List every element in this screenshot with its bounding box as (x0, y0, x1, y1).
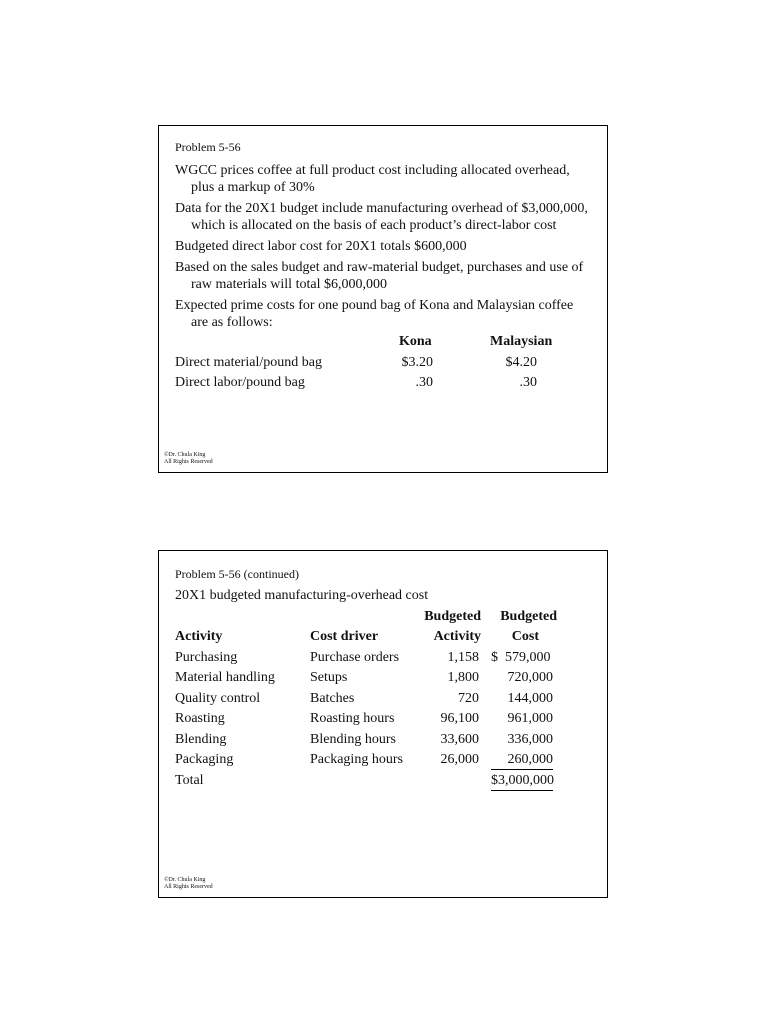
row-activity-packaging: Packaging (175, 752, 234, 767)
row-cost-quality-control: 144,000 (507, 691, 553, 706)
row-cost-roasting: 961,000 (507, 711, 553, 726)
row-cost-material-handling: 720,000 (507, 670, 553, 685)
header-budgeted-activity: Activity (433, 629, 481, 644)
header-budgeted-cost: Cost (511, 629, 539, 644)
row-driver-roasting: Roasting hours (310, 711, 395, 726)
total-value: $3,000,000 (491, 773, 554, 788)
row-driver-purchasing: Purchase orders (310, 650, 400, 665)
total-label: Total (175, 773, 204, 788)
row-driver-packaging: Packaging hours (310, 752, 403, 767)
cell-kona-direct-material: $3.20 (401, 355, 433, 370)
row-qty-blending: 33,600 (440, 732, 479, 747)
row-activity-blending: Blending (175, 732, 227, 747)
paragraph-overhead-line2: which is allocated on the basis of each product’s direct-labor cost (191, 218, 557, 233)
row-qty-roasting: 96,100 (440, 711, 479, 726)
total-underline (491, 790, 553, 791)
slide-title: Problem 5-56 (175, 140, 241, 154)
row-qty-quality-control: 720 (458, 691, 479, 706)
row-label-direct-labor: Direct labor/pound bag (175, 375, 305, 390)
paragraph-materials-line2: raw materials will total $6,000,000 (191, 277, 387, 292)
row-label-direct-material: Direct material/pound bag (175, 355, 322, 370)
slide-problem-5-56-continued (158, 550, 608, 898)
subtotal-underline (491, 769, 553, 770)
row-cost-blending: 336,000 (507, 732, 553, 747)
cell-malaysian-direct-labor: .30 (519, 375, 537, 390)
paragraph-materials-line1: Based on the sales budget and raw-material budget, purchases and use of (175, 260, 584, 275)
header-kona: Kona (399, 334, 432, 349)
copyright-notice: ©Dr. Chula King All Rights Reserved (164, 877, 213, 890)
paragraph-labor-cost: Budgeted direct labor cost for 20X1 totals $600,000 (175, 239, 467, 254)
slide-title: Problem 5-56 (continued) (175, 567, 299, 581)
row-activity-purchasing: Purchasing (175, 650, 238, 665)
row-qty-packaging: 26,000 (440, 752, 479, 767)
header-activity: Activity (175, 629, 223, 644)
cell-kona-direct-labor: .30 (415, 375, 433, 390)
row-qty-purchasing: 1,158 (447, 650, 479, 665)
row-cost-purchasing: $ 579,000 (491, 650, 551, 665)
header-cost-driver: Cost driver (310, 629, 379, 644)
row-driver-material-handling: Setups (310, 670, 348, 685)
paragraph-pricing-line1: WGCC prices coffee at full product cost including allocated overhead, (175, 163, 570, 178)
paragraph-prime-costs-line2: are as follows: (191, 315, 273, 330)
header-budgeted-activity-top: Budgeted (424, 609, 481, 624)
row-activity-quality-control: Quality control (175, 691, 261, 706)
paragraph-pricing-line2: plus a markup of 30% (191, 180, 315, 195)
paragraph-prime-costs-line1: Expected prime costs for one pound bag of Kona and Malaysian coffee (175, 298, 574, 313)
paragraph-overhead-line1: Data for the 20X1 budget include manufacturing overhead of $3,000,000, (175, 201, 588, 216)
row-activity-material-handling: Material handling (175, 670, 275, 685)
row-driver-quality-control: Batches (310, 691, 355, 706)
cell-malaysian-direct-material: $4.20 (505, 355, 537, 370)
header-malaysian: Malaysian (490, 334, 553, 349)
header-budgeted-cost-top: Budgeted (500, 609, 557, 624)
slide-subtitle: 20X1 budgeted manufacturing-overhead cost (175, 588, 429, 603)
row-driver-blending: Blending hours (310, 732, 396, 747)
row-qty-material-handling: 1,800 (447, 670, 479, 685)
slide-problem-5-56 (158, 125, 608, 473)
copyright-notice: ©Dr. Chula King All Rights Reserved (164, 452, 213, 465)
row-activity-roasting: Roasting (175, 711, 225, 726)
row-cost-packaging: 260,000 (507, 752, 553, 767)
